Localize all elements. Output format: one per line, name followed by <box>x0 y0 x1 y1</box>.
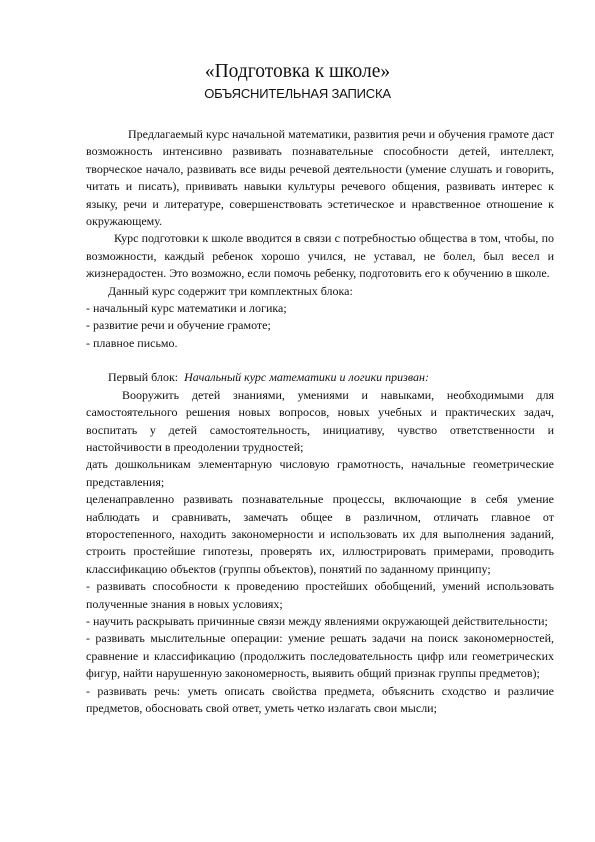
list-item: - научить раскрывать причинные связи между явлениями окружающей действительности; <box>86 613 548 628</box>
list-item: - развивать речь: уметь описать свойства предмета, объяснить сходство и различие предметов, обосновать свой ответ, уметь четко излагать свои мысли; <box>86 683 554 715</box>
document-title: «Подготовка к школе» <box>204 61 391 82</box>
intro-paragraph: Предлагаемый курс начальной математики, развития речи и обучения грамоте даст возможность интенсивно развивать познавательные способности детей, интеллект, творческое начало, развивать все виды речевой деятельности (умение слушать и говорить, читать и писать), прививать навыки культуры речевого общения, развивать интерес к языку, речи и литературе, совершенствовать эстетическое и нравственное отношение к окружающему. <box>86 127 554 229</box>
first-block-label: Первый блок: <box>108 370 179 385</box>
list-item: дать дошкольникам элементарную числовую грамотность, начальные геометрические представления; <box>86 457 554 489</box>
list-item: целенаправленно развивать познавательные процессы, включающие в себя умение наблюдать и сравнивать, замечать общее в различном, отличать главное от второстепенного, находить закономерности и использовать их для выполнения заданий, строить простейшие гипотезы, проверять их, иллюстрировать примерами, проводить классификацию объектов (группы объектов), понятий по заданному принципу; <box>86 492 554 576</box>
document-subtitle: ОБЪЯСНИТЕЛЬНАЯ ЗАПИСКА <box>204 86 391 101</box>
first-block-heading <box>86 369 554 386</box>
list-item: - начальный курс математики и логика; <box>86 301 287 316</box>
list-item: Вооружить детей знаниями, умениями и навыками, необходимыми для самостоятельного решения новых вопросов, новых учебных и практических задач, воспитать у детей самостоятельность, инициативу, чувство ответственности и настойчивости в преодолении трудностей; <box>86 387 554 454</box>
purpose-paragraph: Курс подготовки к школе вводится в связи с потребностью общества в том, чтобы, по возможности, каждый ребенок хорошо учился, не уставал, не болел, был весел и жизнерадостен. Это возможно, если помочь ребенку, подготовить его к обучению в школе. <box>86 231 554 281</box>
blocks-intro-paragraph: Данный курс содержит три комплектных блока: <box>108 283 353 298</box>
list-item: - развитие речи и обучение грамоте; <box>86 318 271 333</box>
first-block-title: Начальный курс математики и логики призван: <box>184 370 429 385</box>
document-body <box>86 126 554 717</box>
list-item: - развивать способности к проведению простейших обобщений, умений использовать полученные знания в новых условиях; <box>86 579 554 611</box>
list-item: - плавное письмо. <box>86 335 178 350</box>
list-item: - развивать мыслительные операции: умение решать задачи на поиск закономерностей, сравнение и классификацию (продолжить последовательность цифр или геометрических фигур, найти нарушенную закономерность, выявить общий признак группы предметов); <box>86 631 554 681</box>
spacer <box>86 352 554 369</box>
